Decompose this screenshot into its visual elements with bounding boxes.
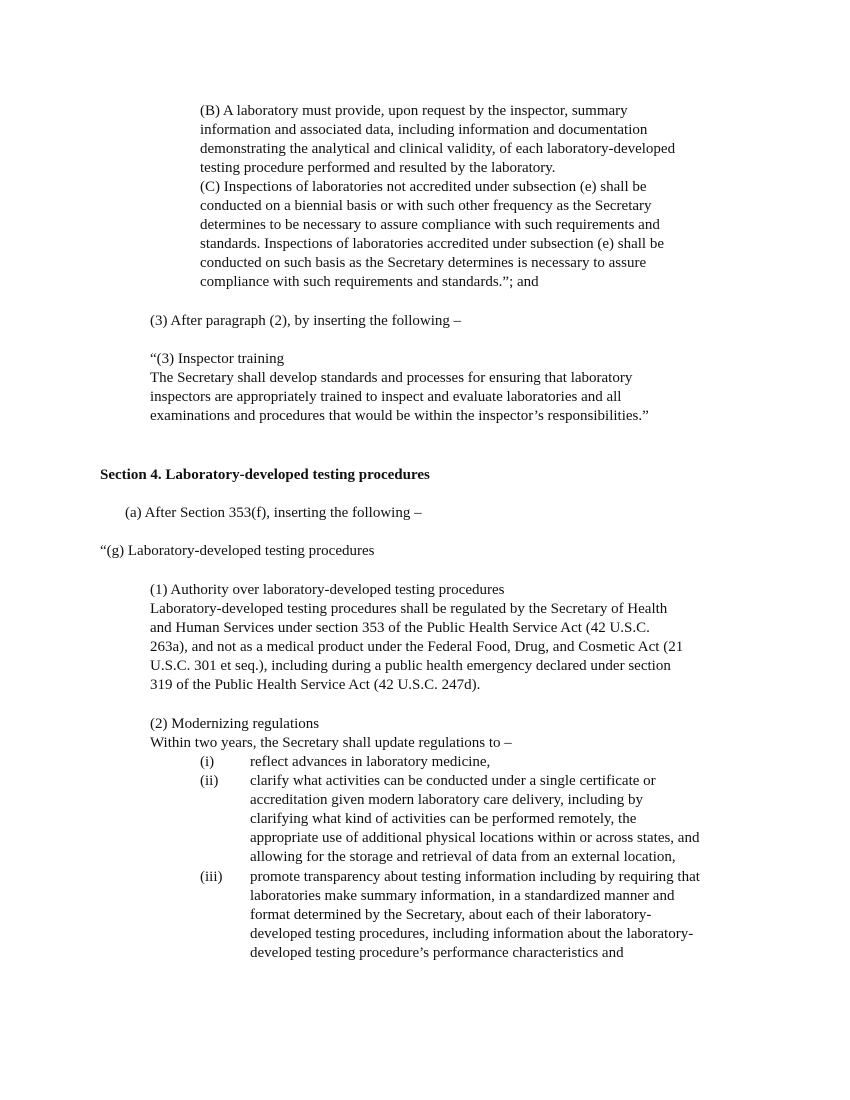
text-line: format determined by the Secretary, about each of their laboratory- [250, 907, 652, 923]
paragraph-c [200, 178, 664, 292]
subsection-g-heading: “(g) Laboratory-developed testing procedures [100, 543, 375, 559]
text-line: U.S.C. 301 et seq.), including during a public health emergency declared under section [150, 658, 671, 674]
text-line: appropriate use of additional physical locations within or across states, and [250, 830, 700, 846]
text-line: and Human Services under section 353 of the Public Health Service Act (42 U.S.C. [150, 620, 650, 636]
text-line: testing procedure performed and resulted by the laboratory. [200, 160, 556, 176]
text-line: conducted on such basis as the Secretary determines is necessary to assure [200, 255, 647, 271]
authority-paragraph [150, 581, 683, 695]
section-4-heading: Section 4. Laboratory-developed testing procedures [100, 467, 430, 483]
text-line: clarifying what kind of activities can be performed remotely, the [250, 811, 637, 827]
list-number: (iii) [200, 869, 223, 885]
text-line: conducted on a biennial basis or with such other frequency as the Secretary [200, 198, 652, 214]
modernizing-paragraph [150, 715, 512, 753]
text-line: inspectors are appropriately trained to inspect and evaluate laboratories and all [150, 389, 622, 405]
paragraph-3-intro: (3) After paragraph (2), by inserting the following – [150, 313, 462, 329]
inspector-training [150, 350, 649, 426]
text-line: 319 of the Public Health Service Act (42 U.S.C. 247d). [150, 677, 481, 693]
text-line: Within two years, the Secretary shall update regulations to – [150, 735, 512, 751]
text-line: clarify what activities can be conducted under a single certificate or [250, 773, 656, 789]
text-line: (2) Modernizing regulations [150, 716, 320, 732]
text-line: laboratories make summary information, in a standardized manner and [250, 888, 675, 904]
text-line: demonstrating the analytical and clinical validity, of each laboratory-developed [200, 141, 676, 157]
text-line: examinations and procedures that would be within the inspector’s responsibilities.” [150, 408, 649, 424]
text-line: compliance with such requirements and standards.”; and [200, 274, 539, 290]
text-line: Laboratory-developed testing procedures shall be regulated by the Secretary of Health [150, 601, 668, 617]
text-line: (C) Inspections of laboratories not accredited under subsection (e) shall be [200, 179, 647, 195]
paragraph-b [200, 102, 675, 178]
text-line: “(3) Inspector training [150, 351, 285, 367]
text-line: allowing for the storage and retrieval of data from an external location, [250, 849, 676, 865]
list-number: (i) [200, 754, 215, 770]
list-number: (ii) [200, 773, 219, 789]
text-line: developed testing procedures, including information about the laboratory- [250, 926, 694, 942]
text-line: (1) Authority over laboratory-developed testing procedures [150, 582, 505, 598]
text-line: information and associated data, including information and documentation [200, 122, 648, 138]
text-line: 263a), and not as a medical product under the Federal Food, Drug, and Cosmetic Act (21 [150, 639, 684, 655]
text-line: determines to be necessary to assure compliance with such requirements and [200, 217, 660, 233]
text-line: promote transparency about testing information including by requiring that [250, 869, 700, 885]
item-a: (a) After Section 353(f), inserting the following – [125, 505, 422, 521]
text-line: (B) A laboratory must provide, upon request by the inspector, summary [200, 103, 628, 119]
text-line: accreditation given modern laboratory care delivery, including by [250, 792, 644, 808]
text-line: developed testing procedure’s performance characteristics and [250, 945, 624, 961]
text-line: reflect advances in laboratory medicine, [250, 754, 491, 770]
text-line: standards. Inspections of laboratories accredited under subsection (e) shall be [200, 236, 665, 252]
text-line: The Secretary shall develop standards and processes for ensuring that laboratory [150, 370, 633, 386]
